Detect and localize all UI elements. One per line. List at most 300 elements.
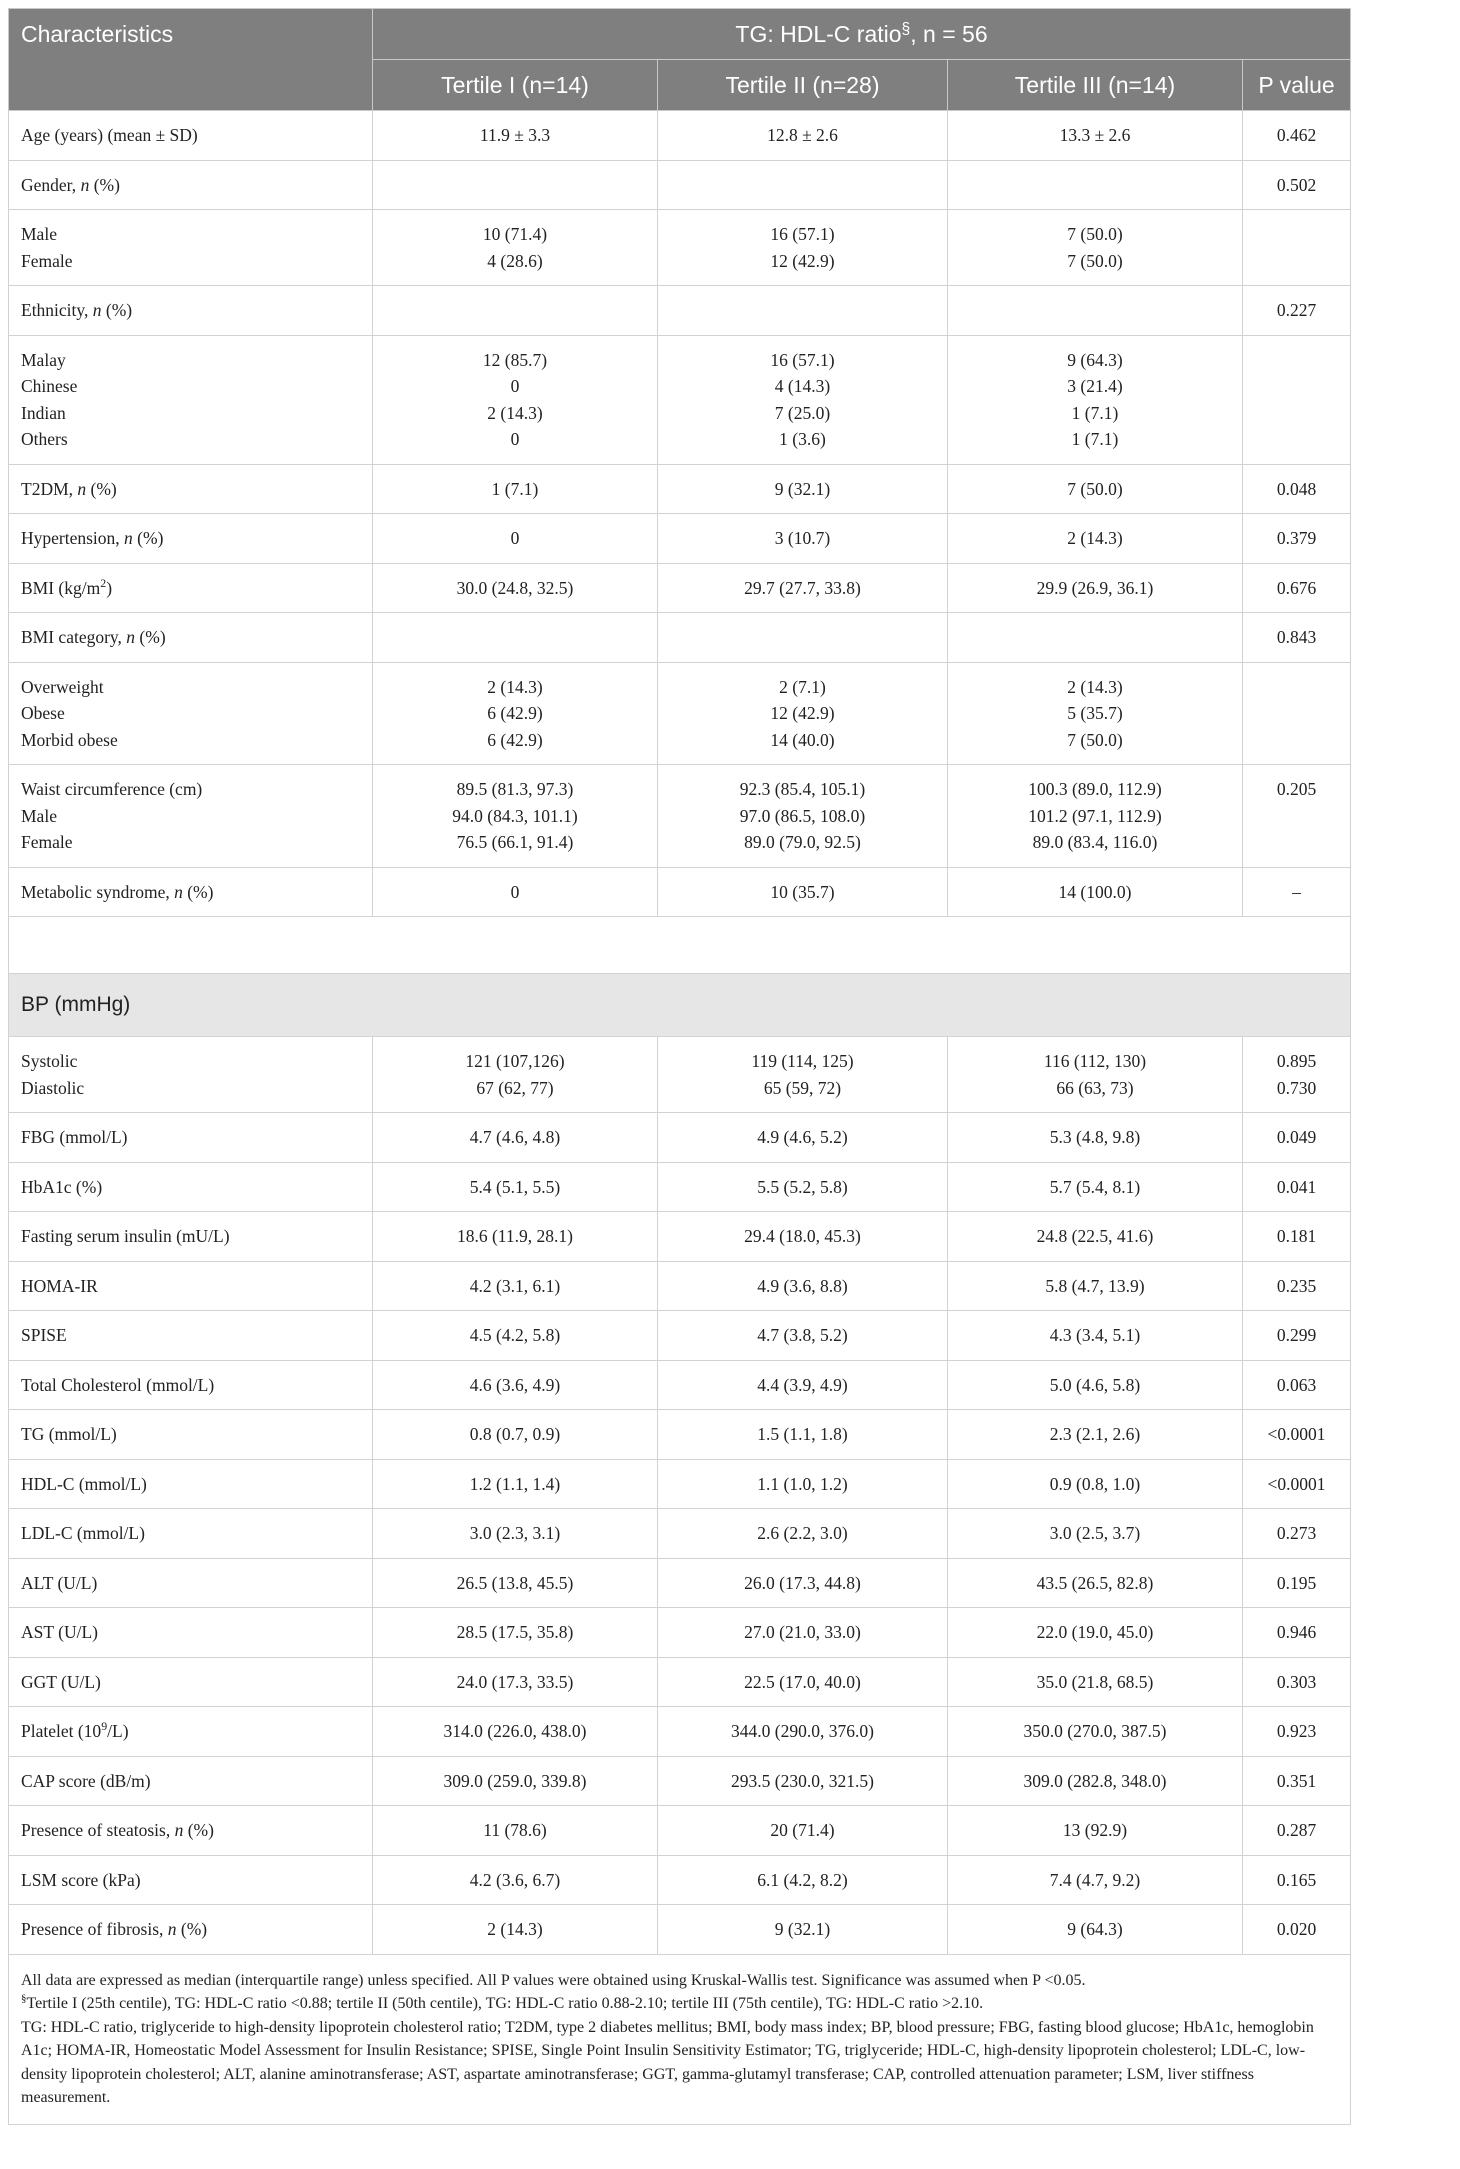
cell-tertile-1 (373, 1212, 658, 1262)
cell-p-value-line: 0.287 (1276, 1820, 1317, 1840)
cell-tertile-3-line: 7 (50.0) (1067, 478, 1123, 499)
cell-tertile-2-line: 6.1 (4.2, 8.2) (757, 1869, 848, 1890)
cell-p-value-line: <0.0001 (1267, 1473, 1326, 1494)
cell-tertile-2 (658, 613, 948, 663)
cell-tertile-2-line: 3 (10.7) (774, 528, 831, 548)
table-row (9, 1855, 1351, 1905)
cell-tertile-1-line: 4.5 (4.2, 5.8) (469, 1325, 561, 1345)
blank-cell (9, 917, 1351, 974)
cell-tertile-3-line: 13.3 ± 2.6 (1059, 125, 1131, 145)
cell-tertile-3 (948, 514, 1243, 564)
table-row (9, 1113, 1351, 1163)
row-label-line: GGT (U/L) (21, 1671, 101, 1692)
cell-p-value-line: 0.041 (1276, 1176, 1317, 1197)
cell-tertile-2-line: 16 (57.1) (770, 349, 835, 370)
row-label-line: Obese (21, 703, 65, 723)
row-label (9, 464, 373, 514)
cell-tertile-2-line: 27.0 (21.0, 33.0) (744, 1622, 861, 1642)
cell-tertile-2 (658, 335, 948, 464)
cell-tertile-2-line: 29.4 (18.0, 45.3) (744, 1226, 861, 1246)
row-label-line: Indian (21, 402, 66, 423)
row-label-line: HbA1c (%) (21, 1176, 103, 1197)
cell-tertile-3 (948, 1459, 1243, 1509)
cell-tertile-3 (948, 1657, 1243, 1707)
cell-tertile-1 (373, 662, 658, 765)
cell-tertile-1-line: 26.5 (13.8, 45.5) (456, 1572, 574, 1593)
row-label-line: Gender, n (%) (21, 174, 120, 195)
cell-tertile-1 (373, 1037, 658, 1113)
cell-tertile-1-line: 2 (14.3) (487, 402, 543, 423)
table-row (9, 662, 1351, 765)
cell-p-value-line: <0.0001 (1267, 1424, 1326, 1444)
cell-tertile-2-line: 12.8 ± 2.6 (767, 125, 838, 145)
table-row (9, 1509, 1351, 1559)
blank-row (9, 917, 1351, 974)
cell-tertile-3 (948, 1806, 1243, 1856)
cell-p-value-line: – (1292, 881, 1301, 902)
cell-tertile-3-line: 13 (92.9) (1062, 1820, 1128, 1840)
cell-tertile-3-line: 89.0 (83.4, 116.0) (1032, 832, 1158, 852)
table-body-labs (9, 1037, 1351, 1955)
cell-tertile-3 (948, 563, 1243, 613)
cell-tertile-1 (373, 286, 658, 336)
cell-p-value (1243, 1212, 1351, 1262)
cell-p-value (1243, 662, 1351, 765)
cell-tertile-1 (373, 464, 658, 514)
cell-tertile-1 (373, 1162, 658, 1212)
table-row (9, 1558, 1351, 1608)
cell-tertile-3-line: 7.4 (4.7, 9.2) (1049, 1869, 1141, 1890)
cell-tertile-1-line: 24.0 (17.3, 33.5) (456, 1671, 574, 1692)
table-row (9, 1806, 1351, 1856)
footnote-row (9, 1954, 1351, 2124)
table-row (9, 111, 1351, 161)
table-row (9, 1657, 1351, 1707)
cell-tertile-2-line: 1 (3.6) (779, 429, 826, 449)
cell-tertile-1 (373, 111, 658, 161)
cell-tertile-2 (658, 514, 948, 564)
cell-p-value-line: 0.235 (1276, 1275, 1317, 1296)
row-label-line: Female (21, 250, 73, 271)
cell-p-value (1243, 1162, 1351, 1212)
cell-tertile-3 (948, 111, 1243, 161)
row-label (9, 1855, 373, 1905)
cell-tertile-1-line: 1 (7.1) (491, 478, 539, 499)
cell-p-value (1243, 1905, 1351, 1955)
cell-tertile-2-line: 4 (14.3) (774, 376, 831, 396)
cell-tertile-2 (658, 1657, 948, 1707)
row-label-line: Hypertension, n (%) (21, 528, 164, 548)
cell-tertile-3-line: 1 (7.1) (1071, 402, 1119, 423)
footnote-2: §Tertile I (25th centile), TG: HDL-C ratio <0.88; tertile II (50th centile), TG: HDL-C ratio 0.88-2.10; tertile III (75th centile), TG: HDL-C ratio >2.10. (21, 1992, 984, 2012)
cell-p-value-line: 0.676 (1276, 577, 1317, 598)
cell-p-value (1243, 1855, 1351, 1905)
row-label (9, 1707, 373, 1757)
cell-tertile-3 (948, 1311, 1243, 1361)
cell-tertile-1 (373, 1707, 658, 1757)
cell-tertile-3 (948, 662, 1243, 765)
header-tertile-2: Tertile II (n=28) (658, 60, 948, 111)
cell-tertile-2-line: 16 (57.1) (770, 224, 835, 244)
cell-tertile-2-line: 119 (114, 125) (751, 1051, 854, 1071)
cell-tertile-3 (948, 1558, 1243, 1608)
cell-tertile-3-line: 350.0 (270.0, 387.5) (1023, 1721, 1167, 1741)
row-label (9, 1905, 373, 1955)
row-label (9, 1608, 373, 1658)
cell-tertile-3 (948, 1608, 1243, 1658)
cell-tertile-3-line: 0.9 (0.8, 1.0) (1049, 1473, 1141, 1494)
row-label-line: Overweight (21, 676, 104, 697)
cell-tertile-1 (373, 1509, 658, 1559)
cell-tertile-2-line: 1.1 (1.0, 1.2) (757, 1473, 848, 1494)
cell-tertile-1-line: 11.9 ± 3.3 (479, 125, 551, 145)
cell-tertile-3-line: 100.3 (89.0, 112.9) (1028, 779, 1162, 799)
row-label-line: CAP score (dB/m) (21, 1770, 151, 1791)
row-label (9, 1311, 373, 1361)
cell-p-value (1243, 1806, 1351, 1856)
cell-tertile-2 (658, 1113, 948, 1163)
cell-tertile-1 (373, 210, 658, 286)
cell-tertile-1-line: 2 (14.3) (487, 1919, 543, 1939)
cell-tertile-2 (658, 1558, 948, 1608)
cell-tertile-1-line: 4.6 (3.6, 4.9) (469, 1374, 561, 1395)
row-label-line: Total Cholesterol (mmol/L) (21, 1374, 215, 1395)
cell-tertile-3 (948, 464, 1243, 514)
row-label-line: Metabolic syndrome, n (%) (21, 881, 214, 902)
cell-tertile-2-line: 344.0 (290.0, 376.0) (731, 1721, 874, 1741)
row-label (9, 210, 373, 286)
cell-tertile-3 (948, 1756, 1243, 1806)
cell-tertile-3-line: 5.0 (4.6, 5.8) (1049, 1374, 1141, 1395)
cell-tertile-3-line: 3 (21.4) (1067, 376, 1123, 396)
cell-p-value (1243, 563, 1351, 613)
cell-tertile-2-line: 9 (32.1) (774, 1919, 831, 1939)
cell-p-value (1243, 1037, 1351, 1113)
cell-tertile-3 (948, 867, 1243, 917)
cell-tertile-1-line: 18.6 (11.9, 28.1) (456, 1226, 573, 1246)
cell-p-value-line: 0.895 (1276, 1051, 1317, 1071)
cell-tertile-2 (658, 464, 948, 514)
cell-tertile-1-line: 28.5 (17.5, 35.8) (456, 1622, 574, 1642)
cell-tertile-3-line: 101.2 (97.1, 112.9) (1028, 805, 1162, 826)
cell-tertile-3-line: 3.0 (2.5, 3.7) (1049, 1523, 1141, 1543)
cell-tertile-3-line: 5.7 (5.4, 8.1) (1049, 1176, 1141, 1197)
cell-tertile-1-line: 89.5 (81.3, 97.3) (456, 779, 574, 799)
cell-p-value (1243, 160, 1351, 210)
cell-tertile-3-line: 2.3 (2.1, 2.6) (1049, 1424, 1141, 1444)
table-row (9, 1459, 1351, 1509)
header-characteristics: Characteristics (9, 9, 373, 111)
cell-tertile-2-line: 26.0 (17.3, 44.8) (744, 1572, 861, 1593)
cell-tertile-3 (948, 1162, 1243, 1212)
cell-tertile-3 (948, 1707, 1243, 1757)
header-tertile-3: Tertile III (n=14) (948, 60, 1243, 111)
cell-tertile-1-line: 67 (62, 77) (476, 1077, 554, 1098)
characteristics-table (8, 8, 1351, 2125)
cell-tertile-3-line: 24.8 (22.5, 41.6) (1036, 1226, 1154, 1246)
footnote-cell (9, 1954, 1351, 2124)
cell-p-value (1243, 1311, 1351, 1361)
row-label-line: ALT (U/L) (21, 1572, 98, 1593)
row-label (9, 514, 373, 564)
cell-p-value (1243, 1756, 1351, 1806)
row-label (9, 1113, 373, 1163)
cell-tertile-3 (948, 286, 1243, 336)
cell-p-value (1243, 1509, 1351, 1559)
cell-p-value (1243, 514, 1351, 564)
cell-tertile-2-line: 29.7 (27.7, 33.8) (744, 577, 861, 598)
cell-tertile-3 (948, 335, 1243, 464)
cell-p-value-line: 0.462 (1276, 125, 1317, 145)
row-label (9, 1037, 373, 1113)
cell-p-value (1243, 1261, 1351, 1311)
row-label (9, 1657, 373, 1707)
cell-tertile-2 (658, 1311, 948, 1361)
cell-tertile-2 (658, 1459, 948, 1509)
cell-tertile-3 (948, 210, 1243, 286)
cell-tertile-2-line: 10 (35.7) (770, 881, 835, 902)
cell-p-value-line: 0.351 (1276, 1770, 1317, 1791)
cell-p-value (1243, 1657, 1351, 1707)
cell-tertile-2-line: 14 (40.0) (770, 729, 835, 750)
cell-tertile-2-line: 65 (59, 72) (763, 1077, 842, 1098)
cell-tertile-3-line: 4.3 (3.4, 5.1) (1049, 1325, 1141, 1345)
row-label (9, 335, 373, 464)
table-row (9, 1905, 1351, 1955)
cell-tertile-1 (373, 1113, 658, 1163)
cell-tertile-1 (373, 160, 658, 210)
table-row (9, 613, 1351, 663)
cell-p-value-line: 0.195 (1276, 1572, 1317, 1593)
cell-p-value-line: 0.205 (1276, 779, 1317, 799)
table-row (9, 1756, 1351, 1806)
cell-tertile-1 (373, 1459, 658, 1509)
cell-tertile-2 (658, 1261, 948, 1311)
cell-tertile-1 (373, 1855, 658, 1905)
table-row (9, 1311, 1351, 1361)
cell-p-value (1243, 464, 1351, 514)
cell-p-value (1243, 1410, 1351, 1460)
cell-tertile-3 (948, 1113, 1243, 1163)
cell-tertile-1-line: 6 (42.9) (487, 729, 543, 750)
cell-tertile-1 (373, 1311, 658, 1361)
cell-tertile-2 (658, 662, 948, 765)
cell-p-value (1243, 1459, 1351, 1509)
cell-tertile-2-line: 4.4 (3.9, 4.9) (757, 1374, 848, 1395)
row-label-line: AST (U/L) (21, 1622, 98, 1642)
cell-p-value (1243, 335, 1351, 464)
header-p-value: P value (1243, 60, 1351, 111)
cell-p-value (1243, 111, 1351, 161)
row-label-line: Malay (21, 349, 66, 370)
cell-tertile-3-line: 43.5 (26.5, 82.8) (1036, 1572, 1154, 1593)
header-tertile-1: Tertile I (n=14) (373, 60, 658, 111)
cell-tertile-2-line: 1.5 (1.1, 1.8) (757, 1424, 848, 1444)
cell-tertile-1 (373, 1360, 658, 1410)
row-label-line: Morbid obese (21, 729, 118, 750)
cell-tertile-2 (658, 160, 948, 210)
cell-p-value (1243, 210, 1351, 286)
cell-tertile-3 (948, 613, 1243, 663)
row-label-line: Waist circumference (cm) (21, 779, 203, 799)
cell-tertile-1-line: 0 (510, 376, 520, 396)
row-label (9, 286, 373, 336)
cell-tertile-1-line: 4.7 (4.6, 4.8) (469, 1127, 561, 1147)
table-row (9, 1037, 1351, 1113)
cell-p-value-line: 0.020 (1276, 1919, 1317, 1939)
cell-p-value (1243, 613, 1351, 663)
section-title-bp: BP (mmHg) (9, 974, 1351, 1037)
cell-tertile-1-line: 12 (85.7) (482, 349, 548, 370)
cell-tertile-2-line: 9 (32.1) (774, 478, 831, 499)
cell-tertile-1-line: 309.0 (259.0, 339.8) (443, 1770, 587, 1791)
cell-tertile-2 (658, 1037, 948, 1113)
cell-tertile-1-line: 11 (78.6) (483, 1820, 547, 1840)
row-label-line: Male (21, 224, 57, 244)
cell-tertile-3 (948, 1261, 1243, 1311)
cell-p-value (1243, 867, 1351, 917)
cell-tertile-1-line: 4.2 (3.6, 6.7) (469, 1869, 561, 1890)
row-label (9, 160, 373, 210)
row-label-line: HOMA-IR (21, 1275, 98, 1296)
cell-tertile-2 (658, 1806, 948, 1856)
cell-tertile-3-line: 5 (35.7) (1067, 703, 1123, 723)
cell-tertile-3-line: 14 (100.0) (1058, 881, 1132, 902)
cell-tertile-2 (658, 1905, 948, 1955)
cell-tertile-2 (658, 1162, 948, 1212)
cell-tertile-1-line: 314.0 (226.0, 438.0) (443, 1721, 587, 1741)
header-group-title: TG: HDL-C ratio§, n = 56 (373, 9, 1351, 60)
cell-tertile-2 (658, 1509, 948, 1559)
table-row (9, 563, 1351, 613)
cell-tertile-1 (373, 765, 658, 868)
cell-tertile-2-line: 2.6 (2.2, 3.0) (757, 1523, 848, 1543)
cell-tertile-1 (373, 1905, 658, 1955)
row-label (9, 1459, 373, 1509)
cell-tertile-2-line: 293.5 (230.0, 321.5) (731, 1770, 874, 1791)
table-row (9, 1162, 1351, 1212)
cell-tertile-3 (948, 765, 1243, 868)
cell-tertile-1-line: 121 (107,126) (465, 1051, 565, 1071)
cell-tertile-3-line: 1 (7.1) (1071, 429, 1119, 449)
row-label (9, 1806, 373, 1856)
cell-p-value (1243, 1360, 1351, 1410)
row-label-line: LDL-C (mmol/L) (21, 1523, 145, 1543)
cell-p-value-line: 0.946 (1276, 1622, 1317, 1642)
cell-tertile-2 (658, 1707, 948, 1757)
cell-tertile-1 (373, 1261, 658, 1311)
cell-tertile-3-line: 116 (112, 130) (1043, 1051, 1147, 1071)
cell-p-value (1243, 1707, 1351, 1757)
cell-tertile-2 (658, 765, 948, 868)
row-label-line: Female (21, 832, 73, 852)
cell-tertile-1-line: 4 (28.6) (487, 250, 543, 271)
cell-tertile-2 (658, 1212, 948, 1262)
cell-tertile-2-line: 5.5 (5.2, 5.8) (757, 1176, 848, 1197)
row-label (9, 1212, 373, 1262)
cell-tertile-3 (948, 1410, 1243, 1460)
row-label-line: HDL-C (mmol/L) (21, 1473, 147, 1494)
cell-tertile-2-line: 22.5 (17.0, 40.0) (744, 1671, 861, 1692)
cell-tertile-1 (373, 1608, 658, 1658)
cell-tertile-2-line: 20 (71.4) (770, 1820, 835, 1840)
row-label-line: Others (21, 429, 68, 449)
cell-tertile-1 (373, 1756, 658, 1806)
cell-tertile-3-line: 22.0 (19.0, 45.0) (1036, 1622, 1154, 1642)
cell-tertile-1-line: 3.0 (2.3, 3.1) (469, 1523, 561, 1543)
cell-p-value (1243, 1608, 1351, 1658)
row-label-line: BMI category, n (%) (21, 627, 166, 647)
cell-tertile-3-line: 5.8 (4.7, 13.9) (1045, 1275, 1145, 1296)
cell-p-value-line: 0.048 (1276, 478, 1317, 499)
cell-tertile-2 (658, 210, 948, 286)
cell-tertile-1-line: 94.0 (84.3, 101.1) (452, 805, 578, 826)
cell-p-value-line: 0.273 (1276, 1523, 1317, 1543)
table-row (9, 160, 1351, 210)
cell-tertile-3-line: 35.0 (21.8, 68.5) (1036, 1671, 1154, 1692)
cell-tertile-1-line: 0 (510, 881, 520, 902)
cell-tertile-2 (658, 1855, 948, 1905)
row-label (9, 1509, 373, 1559)
table-row (9, 286, 1351, 336)
cell-tertile-2-line: 12 (42.9) (770, 703, 835, 723)
cell-tertile-1 (373, 1558, 658, 1608)
table-row (9, 1410, 1351, 1460)
table-row (9, 464, 1351, 514)
cell-tertile-3-line: 9 (64.3) (1067, 349, 1123, 370)
cell-tertile-2 (658, 1360, 948, 1410)
row-label-line: T2DM, n (%) (21, 478, 117, 499)
cell-tertile-3 (948, 1855, 1243, 1905)
cell-tertile-1-line: 30.0 (24.8, 32.5) (456, 577, 574, 598)
cell-p-value-line: 0.049 (1276, 1127, 1317, 1147)
cell-p-value-line: 0.502 (1276, 174, 1317, 195)
row-label-line: Systolic (21, 1051, 78, 1071)
footnote-1: All data are expressed as median (interquartile range) unless specified. All P values were obtained using Kruskal-Wallis test. Significance was assumed when P <0.05. (21, 1971, 1086, 1989)
footnote-3: TG: HDL-C ratio, triglyceride to high-density lipoprotein cholesterol ratio; T2DM, type 2 diabetes mellitus; BMI, body mass index; BP, blood pressure; FBG, fasting blood glucose; HbA1c, hemoglobin A1c; HOMA-IR, Homeostatic Model Assessment for Insulin Resistance; SPISE, Single Point Insulin Sensitivity Estimator; TG, triglyceride; HDL-C, high-density lipoprotein cholesterol; LDL-C, low-density lipoprotein cholesterol; ALT, alanine aminotransferase; AST, aspartate aminotransferase; GGT, gamma-glutamyl transferase; CAP, controlled attenuation parameter; LSM, liver stiffness measurement. (21, 2018, 1314, 2106)
table-row (9, 335, 1351, 464)
cell-tertile-3-line: 7 (50.0) (1067, 250, 1123, 271)
cell-tertile-3 (948, 1360, 1243, 1410)
cell-tertile-3-line: 7 (50.0) (1067, 729, 1123, 750)
table-row (9, 1360, 1351, 1410)
cell-tertile-2-line: 4.7 (3.8, 5.2) (757, 1325, 848, 1345)
row-label-line: Age (years) (mean ± SD) (21, 125, 198, 145)
row-label-line: SPISE (21, 1325, 67, 1345)
cell-tertile-1-line: 76.5 (66.1, 91.4) (456, 832, 574, 852)
row-label-line: TG (mmol/L) (21, 1424, 117, 1444)
cell-tertile-2 (658, 563, 948, 613)
cell-tertile-1 (373, 867, 658, 917)
row-label (9, 111, 373, 161)
cell-tertile-3 (948, 1037, 1243, 1113)
table-row (9, 1707, 1351, 1757)
cell-tertile-1 (373, 563, 658, 613)
table-row (9, 1212, 1351, 1262)
cell-tertile-1 (373, 1806, 658, 1856)
table-row (9, 210, 1351, 286)
cell-tertile-2-line: 2 (7.1) (779, 676, 826, 697)
cell-tertile-1-line: 4.2 (3.1, 6.1) (469, 1275, 561, 1296)
row-label-line: FBG (mmol/L) (21, 1127, 128, 1147)
cell-tertile-2 (658, 1756, 948, 1806)
cell-tertile-2 (658, 1410, 948, 1460)
cell-tertile-3-line: 5.3 (4.8, 9.8) (1049, 1127, 1141, 1147)
cell-p-value (1243, 1558, 1351, 1608)
row-label-line: Diastolic (21, 1077, 85, 1098)
table-row (9, 867, 1351, 917)
row-label-line: Presence of steatosis, n (%) (21, 1820, 214, 1840)
